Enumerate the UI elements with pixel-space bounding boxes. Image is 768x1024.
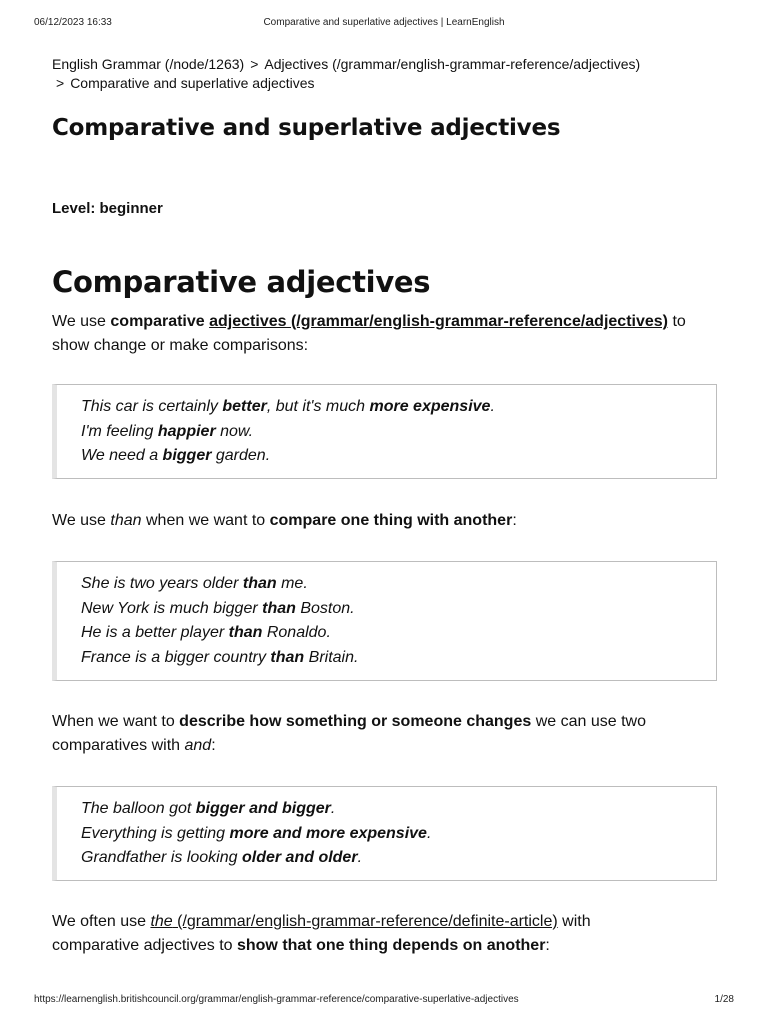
paragraph-comparatives-intro: We use comparative adjectives (/grammar/english-grammar-reference/adjectives) to show change or make comparisons:: [52, 313, 686, 354]
example-line: Grandfather is looking older and older.: [81, 849, 363, 866]
adjectives-link[interactable]: adjectives (/grammar/english-grammar-reference/adjectives): [209, 313, 668, 330]
example-line: France is a bigger country than Britain.: [81, 648, 359, 666]
definite-article-link[interactable]: the (/grammar/english-grammar-reference/definite-article): [150, 913, 558, 930]
example-line: New York is much bigger than Boston.: [81, 599, 355, 617]
paragraph-than: We use than when we want to compare one thing with another:: [52, 512, 517, 529]
example-box-and: [52, 786, 717, 881]
level-label: Level: beginner: [52, 200, 163, 217]
print-page-title: Comparative and superlative adjectives | LearnEnglish: [263, 17, 505, 28]
page-content: [52, 55, 717, 954]
paragraph-changes: When we want to describe how something or someone changes we can use two comparatives with and:: [52, 713, 646, 754]
example-line: This car is certainly better, but it's much more expensive.: [81, 398, 495, 415]
page-number: 1/28: [714, 994, 734, 1005]
breadcrumb-link-english-grammar[interactable]: English Grammar (/node/1263): [52, 56, 245, 72]
example-line: Everything is getting more and more expensive.: [81, 824, 432, 842]
example-line: I'm feeling happier now.: [81, 422, 254, 440]
print-date: 06/12/2023 16:33: [34, 17, 112, 28]
paragraph-the: We often use the (/grammar/english-grammar-reference/definite-article) with comparative adjectives to show that one thing depends on another:: [52, 913, 591, 954]
print-url: https://learnenglish.britishcouncil.org/grammar/english-grammar-reference/comparative-superlative-adjectives: [34, 994, 519, 1005]
example-line: The balloon got bigger and bigger.: [81, 800, 336, 817]
example-line: He is a better player than Ronaldo.: [81, 624, 331, 641]
breadcrumb-separator: >: [250, 56, 259, 72]
example-box-comparatives: [52, 384, 717, 479]
breadcrumb: [52, 55, 717, 93]
example-box-than: [52, 561, 717, 681]
example-line: She is two years older than me.: [81, 575, 308, 592]
breadcrumb-separator: >: [56, 75, 65, 91]
page-title: Comparative and superlative adjectives: [52, 115, 561, 141]
breadcrumb-current: Comparative and superlative adjectives: [70, 75, 315, 91]
example-line: We need a bigger garden.: [81, 447, 271, 464]
breadcrumb-link-adjectives[interactable]: Adjectives (/grammar/english-grammar-reference/adjectives): [264, 56, 641, 72]
section-title: Comparative adjectives: [52, 265, 431, 299]
